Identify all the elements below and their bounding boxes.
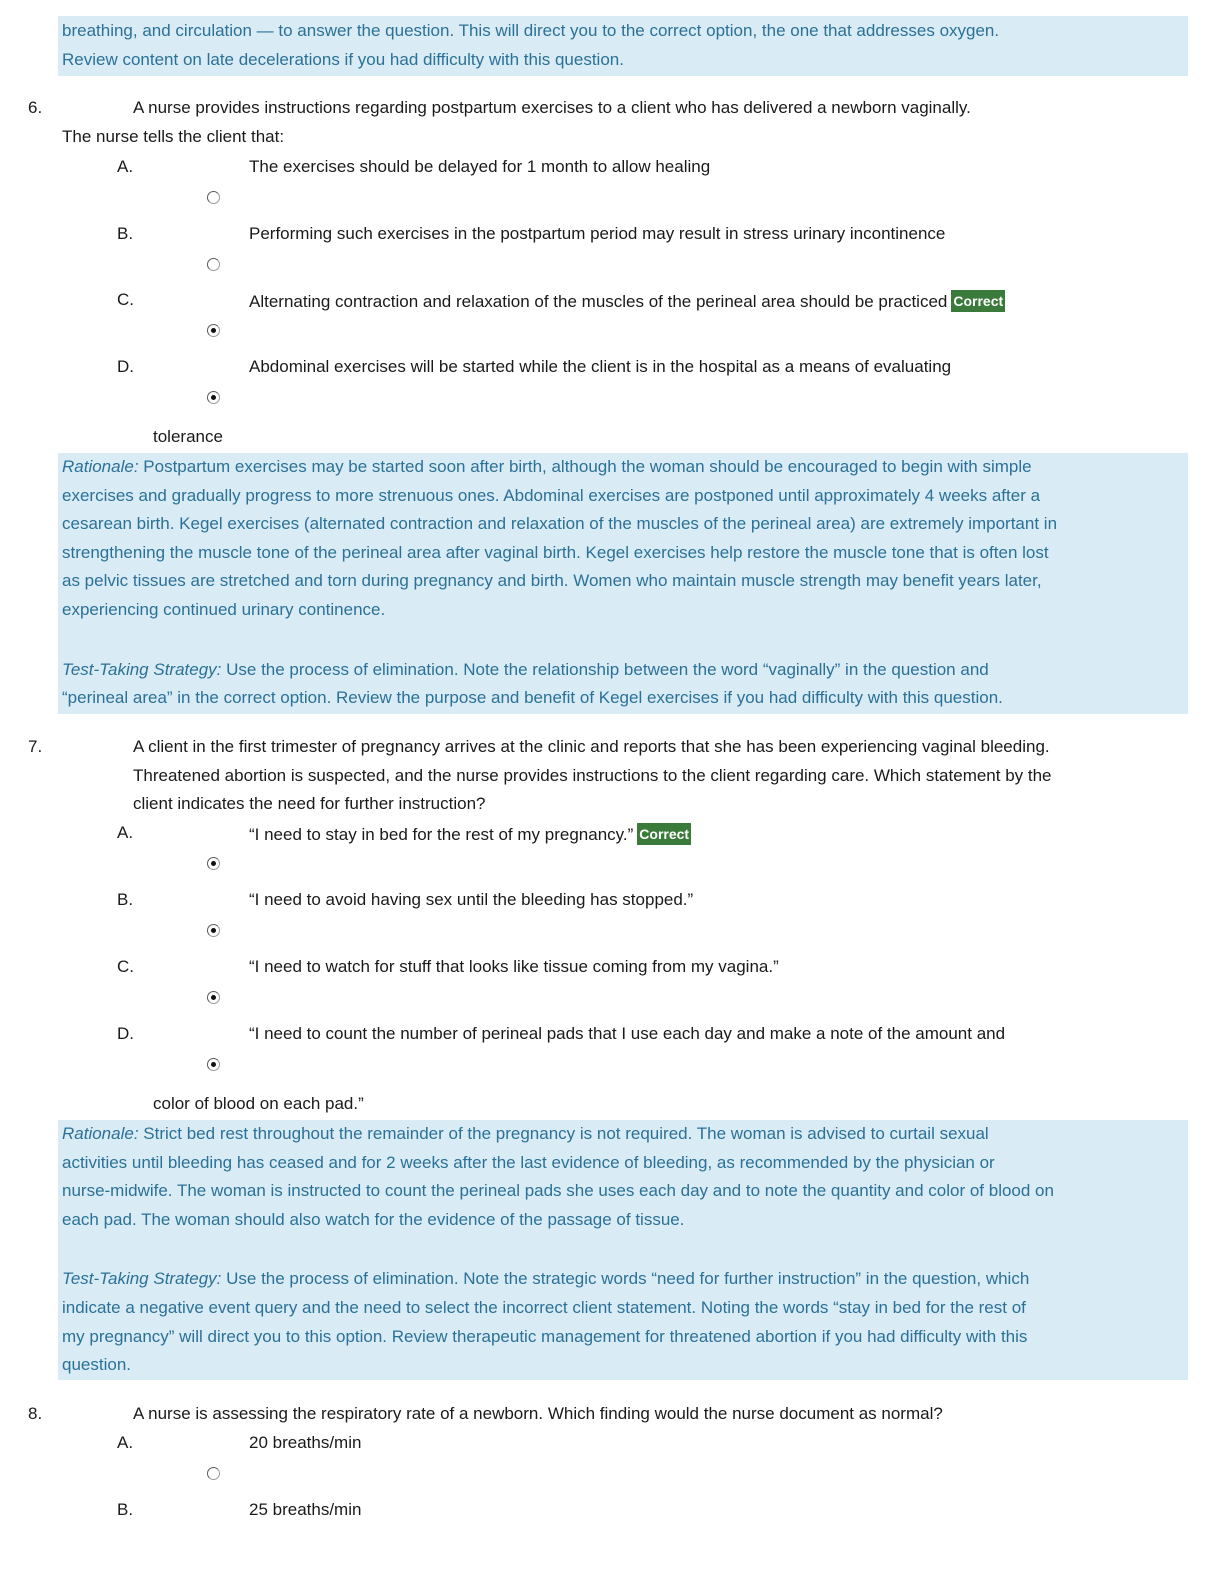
stem-line: Threatened abortion is suspected, and the nurse provides instructions to the client regarding care. Which statement by the [133, 765, 1052, 785]
question-number: 8. [28, 1404, 43, 1423]
radio-button-selected[interactable] [207, 324, 220, 337]
stem-line: client indicates the need for further instruction? [133, 794, 486, 814]
option-text: Alternating contraction and relaxation of the muscles of the perineal area should be practiced [249, 292, 948, 311]
rationale-line: cesarean birth. Kegel exercises (alternated contraction and relaxation of the muscles of the perineal area) are extremely important in [62, 514, 1058, 534]
correct-badge: Correct [951, 290, 1005, 312]
radio-dot [211, 861, 216, 866]
radio-dot [211, 395, 216, 400]
rationale-label: Rationale: [62, 457, 139, 476]
strategy-label: Test-Taking Strategy: [62, 659, 222, 679]
rationale-line [62, 1120, 1188, 1149]
radio-dot [211, 928, 216, 933]
stem-line: A client in the first trimester of pregnancy arrives at the clinic and reports that she has been experiencing vaginal bleeding. [133, 737, 1050, 756]
option-letter: A. [117, 1433, 134, 1452]
option-text: Abdominal exercises will be started while the client is in the hospital as a means of evaluating [249, 357, 952, 376]
radio-button[interactable] [207, 1467, 220, 1480]
rationale-line: exercises and gradually progress to more strenuous ones. Abdominal exercises are postponed until approximately 4 weeks after a [62, 485, 1041, 505]
option-text: “I need to stay in bed for the rest of my pregnancy.” [249, 825, 634, 844]
option-letter: D. [117, 1024, 134, 1043]
option-letter: A. [117, 823, 134, 842]
rationale-box [58, 453, 1188, 714]
option-text: “I need to watch for stuff that looks like tissue coming from my vagina.” [249, 957, 779, 976]
correct-badge: Correct [637, 823, 691, 845]
radio-button[interactable] [207, 258, 220, 271]
option-letter: B. [117, 1500, 134, 1519]
previous-rationale-box [58, 16, 1188, 76]
option-text-wrap [249, 823, 691, 845]
option-letter: C. [117, 290, 134, 309]
option-text: “I need to count the number of perineal pads that I use each day and make a note of the amount and [249, 1024, 1006, 1043]
strategy-text: Use the process of elimination. Note the relationship between the word “vaginally” in the question and [221, 659, 989, 679]
strategy-line: “perineal area” in the correct option. Review the purpose and benefit of Kegel exercises if you had difficulty with this question. [62, 688, 1003, 708]
option-text: “I need to avoid having sex until the bleeding has stopped.” [249, 890, 694, 909]
rationale-text: Strict bed rest throughout the remainder of the pregnancy is not required. The woman is advised to curtail sexual [138, 1124, 989, 1143]
option-letter: D. [117, 357, 134, 376]
question-stem [133, 733, 1052, 819]
rationale-line [62, 453, 1188, 482]
option-text-wrap [249, 290, 1005, 312]
radio-button-selected[interactable] [207, 391, 220, 404]
question-stem: The nurse tells the client that: [62, 127, 285, 146]
option-letter: C. [117, 957, 134, 976]
rationale-label: Rationale: [62, 1124, 139, 1143]
question-stem: A nurse is assessing the respiratory rate of a newborn. Which finding would the nurse document as normal? [133, 1404, 943, 1423]
rationale-line: nurse-midwife. The woman is instructed to count the perineal pads she uses each day and to note the quantity and color of blood on [62, 1181, 1054, 1201]
rationale-line: as pelvic tissues are stretched and torn during pregnancy and birth. Women who maintain muscle strength may benefit years later, [62, 571, 1042, 591]
radio-button-selected[interactable] [207, 924, 220, 937]
strategy-line: question. [62, 1355, 131, 1375]
rationale-text: Postpartum exercises may be started soon after birth, although the woman should be encouraged to begin with simple [138, 457, 1032, 476]
rationale-line: each pad. The woman should also watch for the evidence of the passage of tissue. [62, 1209, 685, 1229]
option-letter: A. [117, 157, 134, 176]
question-number: 7. [28, 737, 43, 756]
option-text: 25 breaths/min [249, 1500, 362, 1519]
strategy-line: indicate a negative event query and the need to select the incorrect client statement. Noting the words “stay in bed for the rest of [62, 1297, 1026, 1317]
rationale-box [58, 1120, 1188, 1380]
radio-dot [211, 995, 216, 1000]
option-text: 20 breaths/min [249, 1433, 362, 1452]
previous-rationale-line: Review content on late decelerations if you had difficulty with this question. [62, 49, 624, 69]
rationale-line: activities until bleeding has ceased and for 2 weeks after the last evidence of bleeding, as recommended by the physician or [62, 1152, 995, 1172]
question-stem: A nurse provides instructions regarding postpartum exercises to a client who has delivered a newborn vaginally. [133, 98, 971, 117]
radio-dot [211, 1062, 216, 1067]
question-number: 6. [28, 98, 43, 117]
radio-button-selected[interactable] [207, 1058, 220, 1071]
radio-button-selected[interactable] [207, 991, 220, 1004]
rationale-line: strengthening the muscle tone of the perineal area after vaginal birth. Kegel exercises help restore the muscle tone that is often lost [62, 542, 1049, 562]
option-text: Performing such exercises in the postpartum period may result in stress urinary incontinence [249, 224, 946, 243]
strategy-label: Test-Taking Strategy: [62, 1269, 222, 1289]
radio-button[interactable] [207, 191, 220, 204]
option-text: The exercises should be delayed for 1 month to allow healing [249, 157, 711, 176]
radio-button-selected[interactable] [207, 857, 220, 870]
strategy-line [62, 1265, 1188, 1294]
previous-rationale-line: breathing, and circulation — to answer the question. This will direct you to the correct option, the one that addresses oxygen. [62, 21, 1000, 40]
option-text-continuation: tolerance [153, 427, 223, 446]
rationale-line: experiencing continued urinary continence. [62, 599, 386, 619]
strategy-line [62, 656, 1188, 685]
option-text-continuation: color of blood on each pad.” [153, 1094, 364, 1113]
strategy-text: Use the process of elimination. Note the strategic words “need for further instruction” in the question, which [221, 1269, 1030, 1289]
radio-dot [211, 328, 216, 333]
option-letter: B. [117, 890, 134, 909]
option-letter: B. [117, 224, 134, 243]
strategy-line: my pregnancy” will direct you to this option. Review therapeutic management for threatened abortion if you had difficulty with this [62, 1326, 1028, 1346]
